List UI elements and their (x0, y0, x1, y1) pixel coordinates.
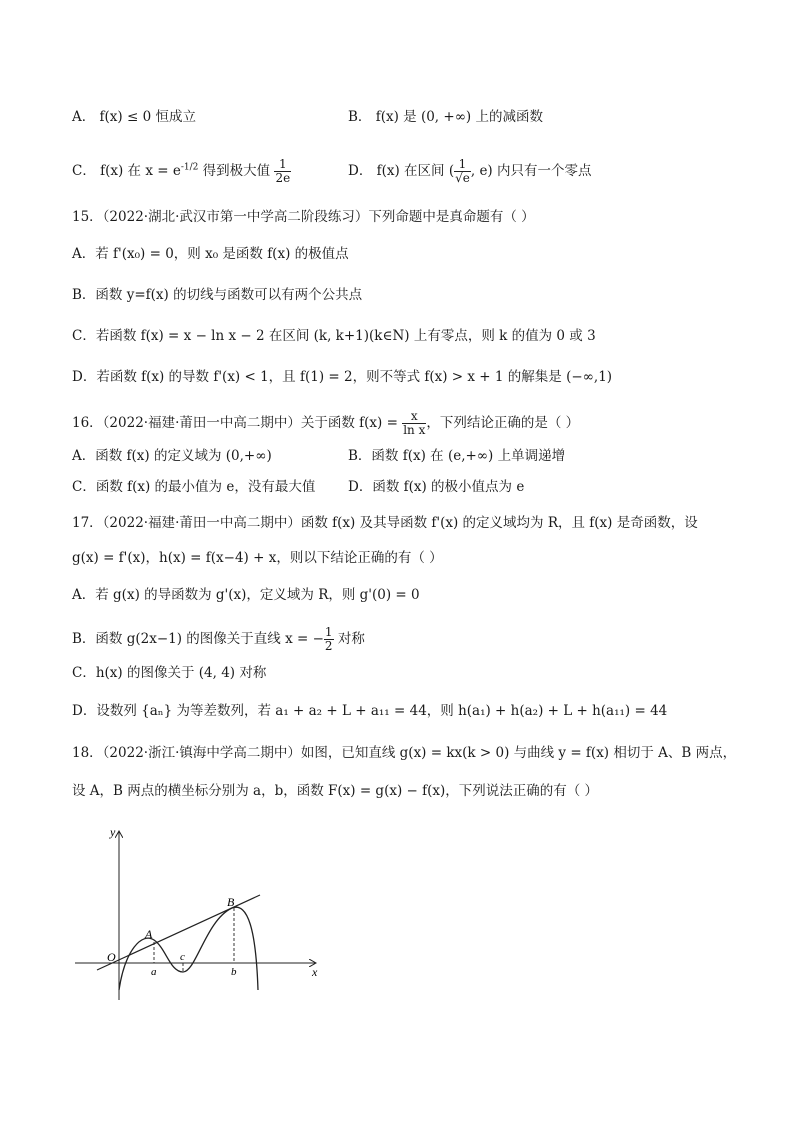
label-b-point: B (227, 895, 235, 909)
option-c (72, 158, 291, 185)
option-c-fraction (274, 158, 291, 185)
q18-stem-line2: 设 A，B 两点的横坐标分别为 a，b，函数 F(x) = g(x) − f(x)，下列说法正确的有（ ） (72, 783, 599, 799)
q17-option-a: A．若 g(x) 的导函数为 g'(x)，定义域为 R，则 g'(0) = 0 (72, 587, 420, 603)
label-origin: O (107, 950, 116, 964)
q17-option-b-denominator: 2 (324, 639, 333, 653)
option-c-exp: -1/2 (180, 162, 199, 173)
label-a-tick: a (151, 966, 157, 978)
q17-stem-line2: g(x) = f'(x)，h(x) = f(x−4) + x，则以下结论正确的有（ ） (72, 550, 443, 566)
q17-option-b-post: 对称 (333, 631, 365, 647)
q17-option-b-fraction (324, 626, 334, 653)
option-d-denominator: √e (455, 171, 470, 185)
q16-option-c: C．函数 f(x) 的最小值为 e，没有最大值 (72, 479, 316, 495)
label-x: x (312, 965, 318, 979)
option-c-pre: C． f(x) 在 x = e (72, 163, 181, 179)
option-d-numerator: 1 (454, 158, 471, 172)
q16-stem (72, 410, 579, 437)
tangent-figure (70, 820, 330, 1005)
label-c-tick: c (180, 951, 185, 963)
q15-stem: 15．（2022·湖北·武汉市第一中学高二阶段练习）下列命题中是真命题有（ ） (72, 209, 535, 225)
option-c-numerator: 1 (274, 158, 291, 172)
option-b: B． f(x) 是 (0, +∞) 上的减函数 (348, 109, 543, 125)
option-d-pre: D． f(x) 在区间 ( (348, 163, 455, 179)
curve (119, 907, 258, 990)
option-c-mid: 得到极大值 (198, 163, 275, 179)
q17-option-b-pre: B．函数 g(2x−1) 的图像关于直线 x = − (72, 631, 324, 647)
q17-option-d: D．设数列 {aₙ} 为等差数列，若 a₁ + a₂ + L + a₁₁ = 44，则 h(a₁) + h(a₂) + L + h(a₁₁) = 44 (72, 703, 668, 719)
option-d (348, 158, 592, 185)
q15-option-c: C．若函数 f(x) = x − ln x − 2 在区间 (k, k+1)(k∈N) 上有零点，则 k 的值为 0 或 3 (72, 328, 596, 344)
option-c-denominator: 2e (275, 171, 291, 185)
q15-option-a: A．若 f'(x₀) = 0，则 x₀ 是函数 f(x) 的极值点 (72, 246, 349, 262)
q16-fraction (402, 410, 426, 437)
q16-option-b: B．函数 f(x) 在 (e,+∞) 上单调递增 (348, 448, 566, 464)
q16-numerator: x (402, 410, 426, 424)
label-b-tick: b (231, 966, 237, 978)
q18-stem-line1: 18．（2022·浙江·镇海中学高二期中）如图，已知直线 g(x) = kx(k > 0) 与曲线 y = f(x) 相切于 A、B 两点， (72, 745, 737, 761)
q16-denominator: ln x (403, 423, 426, 437)
option-a: A． f(x) ≤ 0 恒成立 (72, 109, 196, 125)
option-d-post: , e) 内只有一个零点 (470, 163, 592, 179)
q15-option-d: D．若函数 f(x) 的导数 f'(x) < 1，且 f(1) = 2，则不等式 f(x) > x + 1 的解集是 (−∞,1) (72, 369, 613, 385)
q17-option-c: C．h(x) 的图像关于 (4, 4) 对称 (72, 665, 267, 681)
option-d-fraction (454, 158, 471, 185)
q15-option-b: B．函数 y=f(x) 的切线与函数可以有两个公共点 (72, 287, 363, 303)
q16-option-d: D．函数 f(x) 的极小值点为 e (348, 479, 525, 495)
q17-stem-line1: 17．（2022·福建·莆田一中高二期中）函数 f(x) 及其导函数 f'(x) 的定义域均为 R，且 f(x) 是奇函数，设 (72, 515, 698, 531)
q17-option-b (72, 626, 365, 653)
label-y: y (110, 825, 116, 839)
q16-stem-pre: 16．（2022·福建·莆田一中高二期中）关于函数 f(x) = (72, 415, 403, 431)
q16-stem-post: ，下列结论正确的是（ ） (426, 415, 580, 431)
label-a-point: A (145, 927, 153, 941)
q17-option-b-numerator: 1 (324, 625, 333, 639)
q16-option-a: A．函数 f(x) 的定义域为 (0,+∞) (72, 448, 272, 464)
tangent-line (97, 895, 260, 970)
